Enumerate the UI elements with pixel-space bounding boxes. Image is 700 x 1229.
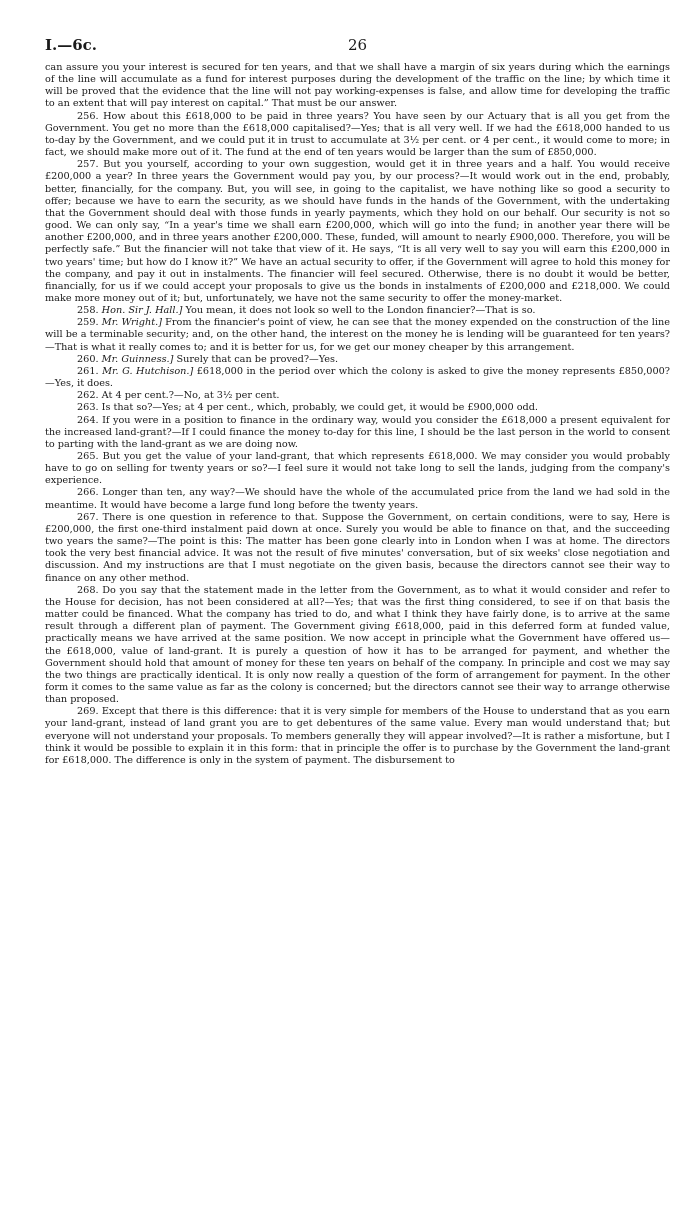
question-text: You mean, it does not look so well to the London financier?—That is so.	[182, 305, 536, 317]
question-267: 267. There is one question in reference to that. Suppose the Government, on certain conditions, were to say, Here is £200,000, the first one-third instalment paid down at once. Surely you would be able to finance on that, and the succeeding two years the same?—The point is this: The matter has been gone clearly into in London when I was at home. The directors took the very best financial advice. It was not the result of five minutes' conversation, but of six weeks' close negotiation and discussion. And my instructions are that I must negotiate on the given basis, because the directors cannot see their way to finance on any other method.	[45, 511, 670, 584]
question-number: 259.	[77, 317, 99, 329]
question-260	[45, 354, 670, 366]
minutes-body	[45, 62, 670, 767]
question-266: 266. Longer than ten, any way?—We should have the whole of the accumulated price from the land we had sold in the meantime. It would have become a large fund long before the twenty years.	[45, 487, 670, 511]
question-number: 260.	[77, 353, 99, 365]
question-263: 263. Is that so?—Yes; at 4 per cent., which, probably, we could get, it would be £900,000 odd.	[77, 402, 539, 414]
question-259	[45, 317, 670, 353]
question-258	[45, 305, 670, 317]
question-269: 269. Except that there is this difference: that it is very simple for members of the House to understand that as you earn your land-grant, instead of land grant you are to get debentures of the same value. Every man would understand that; but everyone will not understand your proposals. To members generally they will appear involved?—It is rather a misfortune, but I think it would be possible to explain it in this form: that in principle the offer is to purchase by the Government the land-grant for £618,000. The difference is only in the system of payment. The disbursement to	[45, 706, 670, 766]
page-header	[45, 36, 670, 62]
speaker-name: Mr. Wright.]	[101, 317, 162, 329]
question-265: 265. But you get the value of your land-grant, that which represents £618,000. We may consider you would probably have to go on selling for twenty years or so?—I feel sure it would not take long to sell the lands, judging from the company's experience.	[45, 451, 670, 487]
page-number: 26	[347, 36, 368, 54]
question-text: £618,000 in the period over which the colony is asked to give the money represents £850,000?—Yes, it does.	[45, 365, 670, 390]
question-268: 268. Do you say that the statement made in the letter from the Government, as to what it would consider and refer to the House for decision, has not been considered at all?—Yes; that was the first thing considered, to see if on that basis the matter could be financed. What the company has tried to do, and what I think they have fairly done, is to arrive at the same result through a different plan of payment. The Government giving £618,000, paid in this deferred form at funded value, practically means we have arrived at the same position. We now accept in principle what the Government have offered us—the £618,000, value of land-grant. It is purely a question of how it has to be arranged for payment, and whether the Government should hold that amount of money for these ten years on behalf of the company. In principle and cost we may say the two things are practically identical. It is only now really a question of the form of arrangement for payment. In the other form it comes to the same value as far as the colony is concerned; but the directors cannot see their way to arrange otherwise than proposed.	[45, 584, 670, 706]
paragraph-continued: can assure you your interest is secured for ten years, and that we shall have a margin of six years during which the earnings of the line will accumulate as a fund for interest purposes during the development of the traffic on the line; by which time it will be proved that the evidence that the line will not pay working-expenses is false, and allow time for developing the traffic to an extent that will pay interest on capital.” That must be our answer.	[45, 62, 670, 110]
question-256: 256. How about this £618,000 to be paid in three years? You have seen by our Actuary that is all you get from the Government. You get no more than the £618,000 capitalised?—Yes; that is all very well. If we had the £618,000 handed to us to-day by the Government, and we could put it in trust to accumulate at 3½ per cent. or 4 per cent., it would come to more; in fact, we should make more out of it. The fund at the end of ten years would be larger than the sum of £850,000.	[45, 110, 670, 159]
document-reference: I.—6c.	[45, 36, 98, 54]
question-text: Surely that can be proved?—Yes.	[173, 353, 339, 365]
question-text: From the financier's point of view, he can see that the money expended on the construction of the line will be a terminable security; and, on the other hand, the interest on the money he is lending will be guaranteed for ten years?—That is what it really comes to; and it is better for us, for we get our money cheaper by this arrangement.	[45, 317, 670, 353]
speaker-name: Mr. G. Hutchison.]	[102, 365, 194, 377]
question-number: 258.	[77, 305, 99, 317]
question-262: 262. At 4 per cent.?—No, at 3½ per cent.	[77, 390, 280, 402]
question-257: 257. But you yourself, according to your own suggestion, would get it in three years and a half. You would receive £200,000 a year? In three years the Government would pay you, by our process?—It would work out in the end, probably, better, financially, for the company. But, you will see, in going to the capitalist, we have nothing like so good a security to offer; because we have to earn the security, as we should have funds in the hands of the Government, with the undertaking that the Government should deal with those funds in yearly payments, which they hold on our behalf. Our security is not so good. We can only say, “In a year's time we shall earn £200,000, which will go into the fund; in another year there will be another £200,000, and in three years another £200,000. These, funded, will amount to nearly £900,000. Therefore, you will be perfectly safe.” But the financier will not take that view of it. He says, “It is all very well to say you will earn this £200,000 in two years' time; but how do I know it?” We have an actual security to offer, if the Government will agree to hold this money for the company, and pay it out in instalments. The financier will feel secured. Otherwise, there is no doubt it would be better, financially, for us if we could accept your proposals to give us the bonds in instalments of £200,000 and £218,000. We could make more money out of it; but, unfortunately, we have not the same security to offer the money-market.	[45, 159, 670, 304]
question-264: 264. If you were in a position to finance in the ordinary way, would you consider the £618,000 a present equivalent for the increased land-grant?—If I could finance the money to-day for this line, I should be the last person in the world to consent to parting with the land-grant as we are doing now.	[45, 414, 670, 450]
speaker-name: Mr. Guinness.]	[101, 353, 174, 365]
speaker-name: Hon. Sir J. Hall.]	[101, 305, 183, 317]
question-number: 261.	[77, 365, 99, 377]
question-261	[45, 366, 670, 390]
